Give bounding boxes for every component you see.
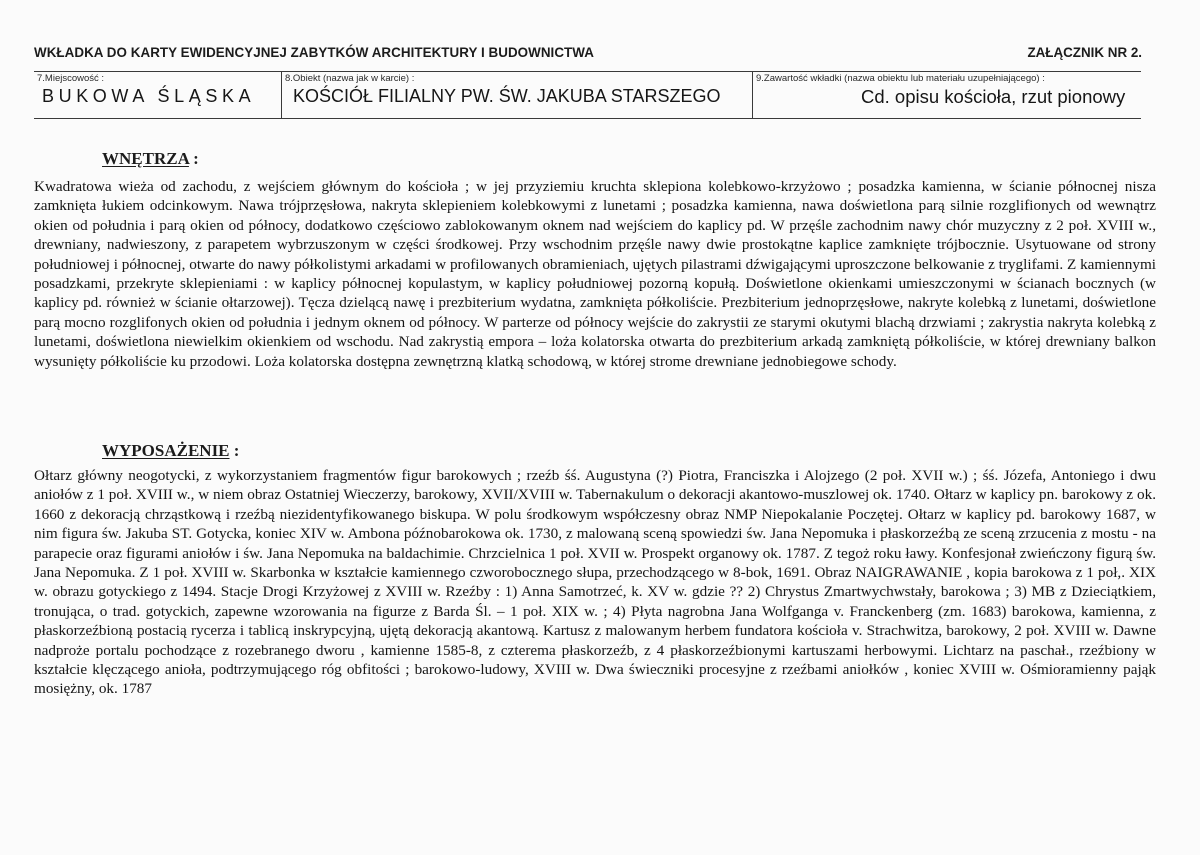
field-locality-label: 7.Miejscowość : [37, 73, 105, 84]
section-heading-text: WNĘTRZA [102, 149, 189, 168]
section-text-furnishings: Ołtarz główny neogotycki, z wykorzystaniem fragmentów figur barokowych ; rzeźb śś. Augustyna (?) Piotra, Franciszka i Alojzego (2 poł. XVII w.) ; śś. Józefa, Antoniego i dwu aniołów z 1 poł. XVIII w., w niem obraz Ostatniej Wieczerzy, barokowy, XVII/XVIII w. Tabernakulum o dekoracji akantowo-muszlowej ok. 1740. Ołtarz w kaplicy pn. barokowy z ok. 1660 z dekoracją chrząstkową i rzeźbą niezidentyfikowanego biskupa. W polu środkowym współczesny obraz NMP Niepokalanie Poczętej. Ołtarz w kaplicy pd. barokowy 1687, w nim figura św. Jakuba ST. Gotycka, koniec XIV w. Ambona późnobarokowa ok. 1730, z malowaną sceną spowiedzi św. Jana Nepomuka i płaskorzeźbą ze sceną zrzucenia z mostu - na parapecie oraz figurami aniołów i św. Jana Nepomuka na baldachimie. Chrzcielnica 1 poł. XVII w. Prospekt organowy ok. 1787. Z tegoż roku ławy. Konfesjonał zwieńczony figurą św. Jana Nepomuka. Z 1 poł. XVIII w. Skarbonka w kształcie kamiennego czworobocznego słupa, przechodzącego w 8-bok, 1691. Obraz NAIGRAWANIE , kopia barokowa z 1 poł,. XIX w. obrazu gotyckiego z 1494. Stacje Drogi Krzyżowej z XVIII w. Rzeźby : 1) Anna Samotrzeć, k. XV w. gdzie ?? 2) Chrystus Zmartwychwstały, barokowa ; 3) MB z Dzieciątkiem, tronująca, o trad. gotyckich, zapewne wzorowania na figurze z Barda Śl. – 1 poł. XIX w. ; 4) Płyta nagrobna Jana Wolfganga v. Franckenberg (zm. 1683) barokowa, kamienna, z płaskorzeźbioną postacią rycerza i tablicą inskrypcyjną, ujętą dekoracją akantową. Kartusz z malowanym herbem fundatora kościoła v. Strachwitza, barokowy, 2 poł. XVIII w. Dawne nadproże portalu pochodzące z rozebranego dworu , kamienne 1585-8, z czterema płaskorzeźb, z 4 płaskorzeźbionymi kartuszami herbowymi. Lichtarz na paschał., rzeźbiony w kształcie klęczącego anioła, podtrzymującego róg obfitości ; barokowo-ludowy, XVIII w. Dwa świeczniki procesyjne z rzeźbami aniołków , koniec XVIII w. Ośmioramienny pająk mosiężny, ok. 1787 [34, 467, 1156, 698]
field-locality [34, 72, 281, 118]
field-object-value: KOŚCIÓŁ FILIALNY PW. ŚW. JAKUBA STARSZEGO [293, 86, 721, 106]
section-text-interiors: Kwadratowa wieża od zachodu, z wejściem głównym do kościoła ; w jej przyziemiu kruchta sklepiona kolebkowo-krzyżowo ; posadzka kamienna, w ścianie północnej nisza zamknięta łukiem odcinkowym. Nawa trójprzęsłowa, nakryta sklepieniem kolebkowymi z lunetami ; posadzka kamienna, nawa doświetlona parą silnie rozglifionych od wewnątrz okien od południa i parą okien od północy, dodatkowo częściowo zablokowanym oknem nad wejściem do kaplicy pd. W przęśle zachodnim nawy chór muzyczny z 2 poł. XVIII w., drewniany, nadwieszony, z parapetem wybrzuszonym w części środkowej. Przy wschodnim przęśle nawy dwie prostokątne kaplice zamknięte trójbocznie. Usytuowane od strony południowej i północnej, otwarte do nawy półkolistymi arkadami w profilowanych obramieniach, ujętych pilastrami dźwigającymi uproszczone belkowanie z tryglifami. Z kamiennymi posadzkami, przekryte sklepieniami : w kaplicy północnej kopulastym, w kaplicy południowej pozorną kopułą. Doświetlone okienkami umieszczonymi w ścianach bocznych (w kaplicy pd. również w ścianie ołtarzowej). Tęcza dzielącą nawę i prezbiterium wydatna, zamknięta półkoliście. Prezbiterium jednoprzęsłowe, nakryte kolebką z lunetami, doświetlone parą mocno rozglifonych okien od południa i jednym oknem od północy. W parterze od północy wejście do zakrystii ze starymi okutymi blachą drzwiami ; zakrystia nakryta kolebką z lunetami, doświetlona niewielkim okienkiem od wschodu. Nad zakrystią empora – loża kolatorska otwarta do prezbiterium arkadą zamkniętą półkoliście, w której drewniany balkon wysunięty półkoliście ku przodowi. Loża kolatorska dostępna zewnętrzną klatką schodową, w której strome drewniane jednobiegowe schody. [34, 178, 1156, 370]
form-title: WKŁADKA DO KARTY EWIDENCYJNEJ ZABYTKÓW ARCHITEKTURY I BUDOWNICTWA [34, 45, 594, 60]
field-content-value: Cd. opisu kościoła, rzut pionowy [861, 86, 1126, 107]
field-object [281, 72, 752, 118]
field-content [752, 72, 1141, 118]
annex-number: ZAŁĄCZNIK NR 2. [1027, 45, 1142, 60]
header-fields-table [34, 71, 1141, 119]
section-heading-text: WYPOSAŻENIE [102, 441, 230, 460]
section-heading-interiors [102, 149, 199, 169]
field-object-label: 8.Obiekt (nazwa jak w karcie) : [285, 73, 415, 84]
section-heading-furnishings [102, 441, 239, 461]
section-heading-colon: : [229, 441, 240, 460]
field-locality-value: BUKOWA ŚLĄSKA [42, 86, 256, 106]
field-content-label: 9.Zawartość wkładki (nazwa obiektu lub materiału uzupełniającego) : [756, 73, 1045, 84]
section-heading-colon: : [188, 149, 199, 168]
